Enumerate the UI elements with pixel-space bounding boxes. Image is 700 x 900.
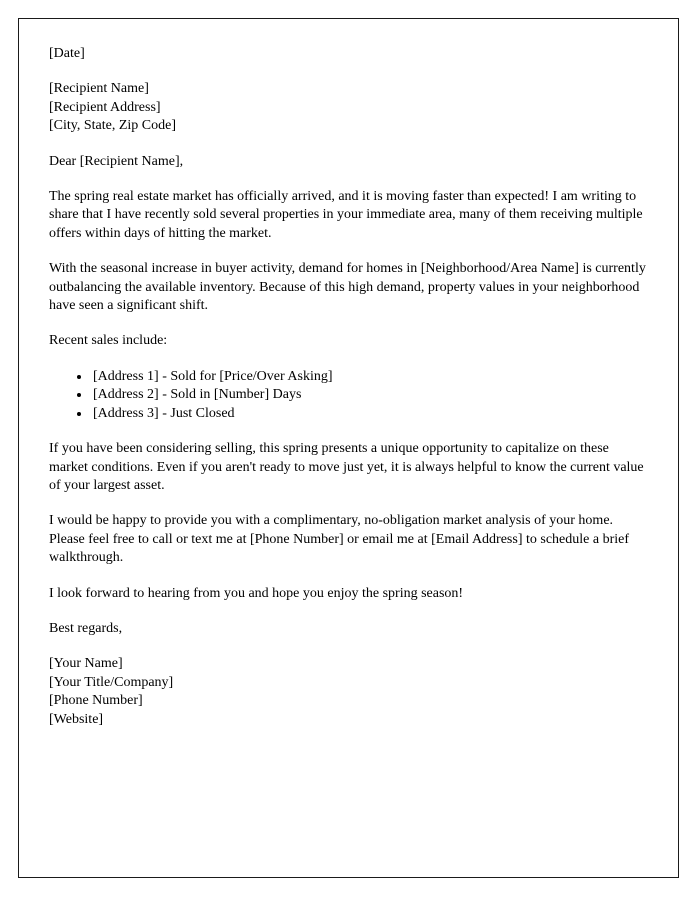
- letter-body: [18, 18, 679, 878]
- recipient-block: [49, 80, 648, 135]
- closing: Best regards,: [49, 620, 123, 636]
- signature-title-company: [Your Title/Company]: [49, 674, 174, 690]
- signature-website: [Website]: [49, 711, 104, 727]
- paragraph-outro: I look forward to hearing from you and hope you enjoy the spring season!: [49, 585, 464, 601]
- paragraph-offer: I would be happy to provide you with a complimentary, no-obligation market analysis of your home. Please feel free to call or text me at [Phone Number] or email me at [Email Address] to schedule a brief walkthrough.: [49, 513, 630, 566]
- recipient-address: [Recipient Address]: [49, 99, 161, 115]
- date-placeholder: [Date]: [49, 46, 85, 61]
- recipient-city-state-zip: [City, State, Zip Code]: [49, 118, 177, 134]
- list-item: • [Address 3] - Just Closed: [91, 405, 648, 423]
- signature-block: [49, 655, 648, 729]
- recent-sales-list: [49, 368, 648, 423]
- list-item: • [Address 1] - Sold for [Price/Over Asking]: [91, 368, 648, 386]
- recipient-name: [Recipient Name]: [49, 81, 149, 97]
- paragraph-intro: The spring real estate market has officially arrived, and it is moving faster than expected! I am writing to share that I have recently sold several properties in your immediate area, many of them receiving multiple offers within days of hitting the market.: [49, 189, 643, 241]
- paragraph-demand: With the seasonal increase in buyer activity, demand for homes in [Neighborhood/Area Name] is currently outbalancing the available inventory. Because of this high demand, property values in your neighborhood have seen a significant shift.: [49, 261, 646, 314]
- signature-name: [Your Name]: [49, 656, 123, 672]
- list-item: • [Address 2] - Sold in [Number] Days: [91, 386, 648, 404]
- paragraph-sales-intro: Recent sales include:: [49, 333, 168, 349]
- paragraph-opportunity: If you have been considering selling, this spring presents a unique opportunity to capitalize on these market conditions. Even if you aren't ready to move just yet, it is always helpful to know the current value of your largest asset.: [49, 441, 644, 493]
- signature-phone: [Phone Number]: [49, 693, 143, 709]
- salutation: Dear [Recipient Name],: [49, 153, 184, 169]
